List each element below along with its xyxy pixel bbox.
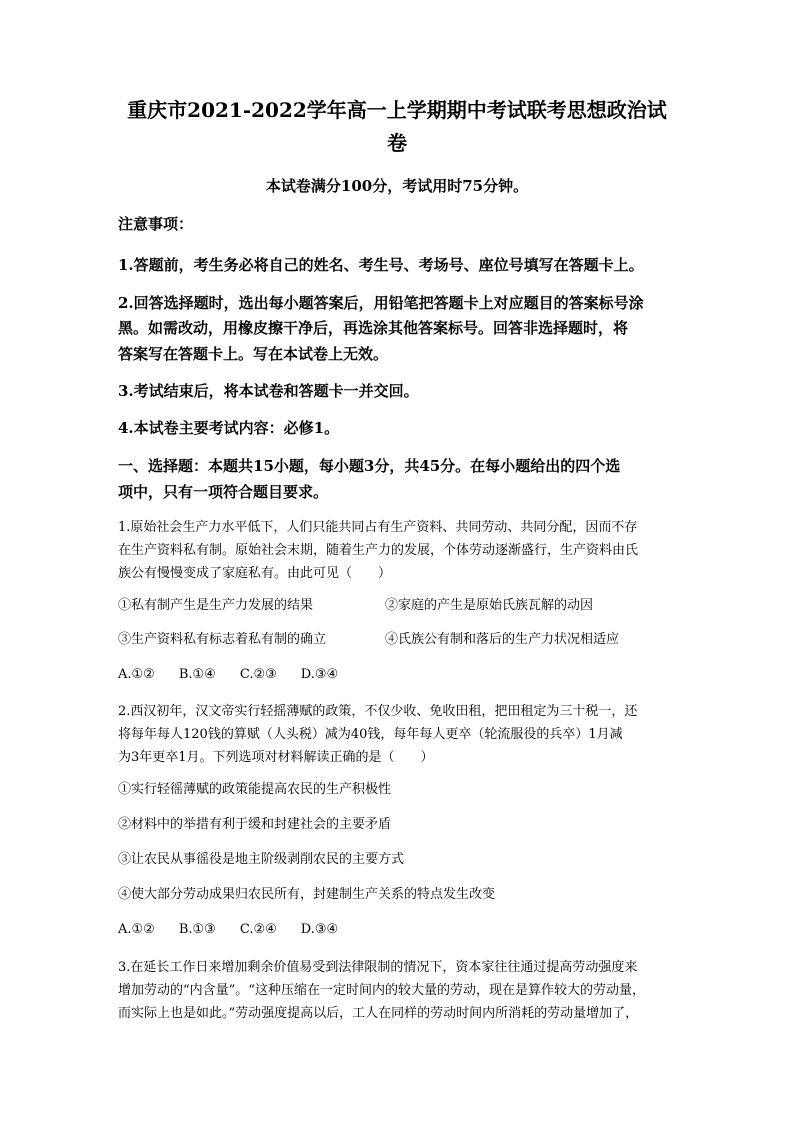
- exam-title-line-2: 卷: [387, 131, 407, 155]
- q1-option-2: ②家庭的产生是原始氏族瓦解的动因: [385, 598, 594, 613]
- q2-choice-a: A.①②: [118, 922, 155, 937]
- question-3-line-1: 3.在延长工作日来增加剩余价值易受到法律限制的情况下，资本家往往通过提高劳动强度来: [118, 960, 638, 975]
- notice-3: 3.考试结束后，将本试卷和答题卡一并交回。: [118, 382, 419, 400]
- q2-choice-d: D.③④: [300, 922, 339, 937]
- exam-subtitle: 本试卷满分100分，考试用时75分钟。: [265, 177, 529, 195]
- notice-2-line-1: 2.回答选择题时，选出每小题答案后，用铅笔把答题卡上对应题目的答案标号涂: [118, 294, 644, 312]
- question-2: [118, 700, 690, 769]
- question-1-line-3: 族公有慢慢变成了家庭私有。由此可见（ ）: [118, 566, 392, 581]
- question-1-line-2: 在生产资料私有制。原始社会末期，随着生产力的发展，个体劳动逐渐盛行，生产资料由氏: [118, 543, 639, 558]
- exam-title: [100, 94, 694, 160]
- question-2-line-2: 将每年每人120钱的算赋（人头税）减为40钱，每年每人更卒（轮流服役的兵卒）1月减: [118, 727, 623, 742]
- question-3-line-3: 而实际上也是如此。”劳动强度提高以后，工人在同样的劳动时间内所消耗的劳动量增加了，: [118, 1006, 639, 1021]
- q2-option-4: ④使大部分劳动成果归农民所有，封建制生产关系的特点发生改变: [118, 887, 496, 902]
- question-2-line-3: 为3年更卒1月。下列选项对材料解读正确的是（ ）: [118, 750, 434, 765]
- question-3-line-2: 增加劳动的“内含量”。“这种压缩在一定时间内的较大量的劳动，现在是算作较大的劳动量，: [118, 983, 645, 998]
- notice-heading: 注意事项：: [118, 215, 194, 233]
- q1-choice-a: A.①②: [118, 667, 155, 682]
- q1-choice-c: C.②③: [239, 667, 277, 682]
- notice-2-line-2: 黑。如需改动，用橡皮擦干净后，再选涂其他答案标号。回答非选择题时，将: [118, 319, 629, 337]
- notice-2-line-3: 答案写在答题卡上。写在本试卷上无效。: [118, 345, 389, 363]
- q2-option-2: ②材料中的举措有利于缓和封建社会的主要矛盾: [118, 817, 392, 832]
- section-heading-line-1: 一、选择题：本题共15小题，每小题3分，共45分。在每小题给出的四个选: [118, 457, 621, 475]
- q2-choice-c: C.②④: [239, 922, 277, 937]
- question-3: [118, 956, 690, 1025]
- q2-choices: [118, 920, 362, 940]
- notice-1: 1.答题前，考生务必将自己的姓名、考生号、考场号、座位号填写在答题卡上。: [118, 256, 644, 274]
- q1-option-3: ③生产资料私有标志着私有制的确立: [118, 632, 327, 647]
- q2-choice-b: B.①③: [178, 922, 216, 937]
- q1-option-4: ④氏族公有制和落后的生产力状况相适应: [385, 632, 620, 647]
- q1-choice-d: D.③④: [300, 667, 339, 682]
- question-2-line-1: 2.西汉初年，汉文帝实行轻摇薄赋的政策，不仅少收、免收田租，把田租定为三十税一，还: [118, 704, 638, 719]
- q1-choices: [118, 665, 362, 685]
- question-1: [118, 516, 690, 585]
- q2-option-1: ①实行轻徭薄赋的政策能提高农民的生产积极性: [118, 782, 392, 797]
- section-heading-line-2: 项中，只有一项符合题目要求。: [118, 483, 329, 501]
- notice-4: 4.本试卷主要考试内容：必修1。: [118, 419, 340, 437]
- q1-option-1: ①私有制产生是生产力发展的结果: [118, 598, 314, 613]
- exam-title-line-1: 重庆市2021-2022学年高一上学期期中考试联考思想政治试: [127, 98, 667, 122]
- q1-choice-b: B.①④: [178, 667, 216, 682]
- question-1-line-1: 1.原始社会生产力水平低下，人们只能共同占有生产资料、共同劳动、共同分配，因而不存: [118, 520, 638, 535]
- q2-option-3: ③让农民从事徭役是地主阶级剥削农民的主要方式: [118, 852, 405, 867]
